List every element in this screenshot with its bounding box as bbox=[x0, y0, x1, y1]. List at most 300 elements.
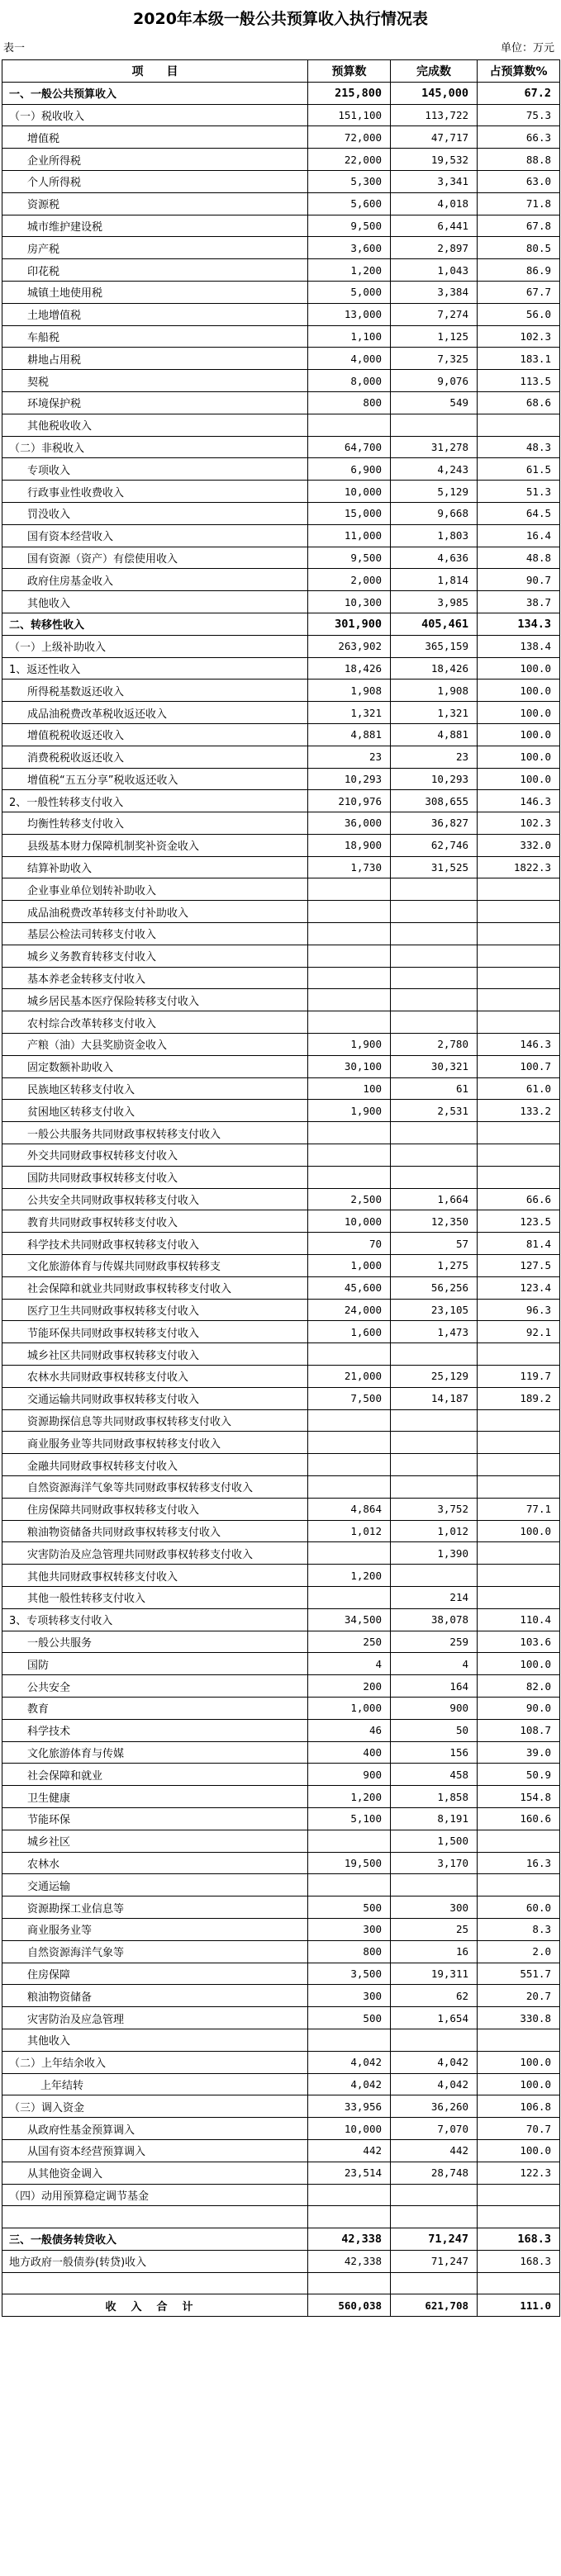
row-budget: 8,000 bbox=[308, 370, 391, 392]
row-budget: 70 bbox=[308, 1233, 391, 1255]
row-budget: 10,293 bbox=[308, 768, 391, 790]
row-budget: 4,864 bbox=[308, 1498, 391, 1520]
row-budget: 4,042 bbox=[308, 2051, 391, 2073]
row-pct: 20.7 bbox=[478, 1985, 560, 2007]
row-pct bbox=[478, 945, 560, 967]
row-actual: 7,070 bbox=[391, 2118, 478, 2140]
row-budget: 36,000 bbox=[308, 812, 391, 835]
table-row bbox=[2, 746, 560, 768]
row-budget: 64,700 bbox=[308, 436, 391, 458]
row-budget: 301,900 bbox=[308, 613, 391, 635]
table-row bbox=[2, 1409, 560, 1432]
row-actual: 164 bbox=[391, 1675, 478, 1698]
row-item-name: 增值税税收返还收入 bbox=[2, 723, 308, 746]
row-budget bbox=[308, 1409, 391, 1432]
row-budget: 4,042 bbox=[308, 2073, 391, 2095]
row-item-name: （二）非税收入 bbox=[2, 436, 308, 458]
row-actual: 1,858 bbox=[391, 1786, 478, 1808]
table-row bbox=[2, 1830, 560, 1852]
row-budget: 13,000 bbox=[308, 303, 391, 325]
row-actual: 19,532 bbox=[391, 149, 478, 171]
table-row bbox=[2, 702, 560, 724]
row-actual bbox=[391, 1144, 478, 1167]
table-row bbox=[2, 1343, 560, 1366]
row-budget: 1,200 bbox=[308, 1786, 391, 1808]
row-actual: 2,897 bbox=[391, 237, 478, 259]
row-actual bbox=[391, 901, 478, 923]
row-item-name: 城乡居民基本医疗保险转移支付收入 bbox=[2, 989, 308, 1011]
row-actual: 1,321 bbox=[391, 702, 478, 724]
row-actual: 300 bbox=[391, 1896, 478, 1919]
table-row bbox=[2, 2073, 560, 2095]
row-pct: 2.0 bbox=[478, 1940, 560, 1963]
row-budget: 22,000 bbox=[308, 149, 391, 171]
row-actual: 4,636 bbox=[391, 547, 478, 569]
row-item-name: 民族地区转移支付收入 bbox=[2, 1077, 308, 1100]
row-pct: 189.2 bbox=[478, 1387, 560, 1409]
row-pct: 100.0 bbox=[478, 2051, 560, 2073]
row-item-name: 车船税 bbox=[2, 325, 308, 348]
row-actual: 18,426 bbox=[391, 657, 478, 680]
row-actual: 3,384 bbox=[391, 281, 478, 303]
row-budget bbox=[308, 878, 391, 901]
row-pct: 102.3 bbox=[478, 812, 560, 835]
row-actual bbox=[391, 989, 478, 1011]
row-pct: 106.8 bbox=[478, 2095, 560, 2118]
row-budget: 5,300 bbox=[308, 170, 391, 192]
table-row bbox=[2, 1918, 560, 1940]
table-row bbox=[2, 1807, 560, 1830]
row-actual bbox=[391, 967, 478, 989]
row-budget bbox=[308, 1476, 391, 1499]
row-pct bbox=[478, 1011, 560, 1034]
row-budget: 10,300 bbox=[308, 591, 391, 613]
row-pct: 123.5 bbox=[478, 1210, 560, 1233]
row-actual bbox=[391, 1432, 478, 1454]
row-item-name: 金融共同财政事权转移支付收入 bbox=[2, 1454, 308, 1476]
row-pct: 1822.3 bbox=[478, 856, 560, 878]
row-item-name: 公共安全 bbox=[2, 1675, 308, 1698]
row-actual: 621,708 bbox=[391, 2294, 478, 2317]
row-pct bbox=[478, 1144, 560, 1167]
row-budget: 200 bbox=[308, 1675, 391, 1698]
row-actual: 16 bbox=[391, 1940, 478, 1963]
row-pct: 100.0 bbox=[478, 702, 560, 724]
row-budget: 1,908 bbox=[308, 680, 391, 702]
row-pct: 160.6 bbox=[478, 1807, 560, 1830]
row-pct: 111.0 bbox=[478, 2294, 560, 2317]
table-row bbox=[2, 945, 560, 967]
row-pct: 100.0 bbox=[478, 2139, 560, 2162]
row-budget: 3,600 bbox=[308, 237, 391, 259]
row-pct: 108.7 bbox=[478, 1719, 560, 1741]
table-row bbox=[2, 1520, 560, 1542]
row-item-name: 成品油税费改革转移支付补助收入 bbox=[2, 901, 308, 923]
row-pct: 168.3 bbox=[478, 2250, 560, 2272]
table-row bbox=[2, 2007, 560, 2029]
row-actual: 36,827 bbox=[391, 812, 478, 835]
row-budget: 100 bbox=[308, 1077, 391, 1100]
row-item-name: 从政府性基金预算调入 bbox=[2, 2118, 308, 2140]
row-budget bbox=[308, 1122, 391, 1144]
row-budget: 500 bbox=[308, 2007, 391, 2029]
table-row bbox=[2, 1077, 560, 1100]
row-pct: 100.0 bbox=[478, 2073, 560, 2095]
row-budget: 250 bbox=[308, 1631, 391, 1653]
row-item-name: 环境保护税 bbox=[2, 391, 308, 414]
table-row bbox=[2, 370, 560, 392]
row-pct bbox=[478, 2272, 560, 2294]
table-row bbox=[2, 1565, 560, 1587]
row-actual: 2,780 bbox=[391, 1034, 478, 1056]
row-pct: 96.3 bbox=[478, 1299, 560, 1321]
row-pct: 100.0 bbox=[478, 680, 560, 702]
row-item-name: 基本养老金转移支付收入 bbox=[2, 967, 308, 989]
row-item-name: 商业服务业等 bbox=[2, 1918, 308, 1940]
row-pct: 48.8 bbox=[478, 547, 560, 569]
row-actual: 12,350 bbox=[391, 1210, 478, 1233]
row-pct bbox=[478, 901, 560, 923]
header-budget: 预算数 bbox=[308, 60, 391, 83]
row-pct: 154.8 bbox=[478, 1786, 560, 1808]
row-budget: 5,600 bbox=[308, 192, 391, 215]
table-row bbox=[2, 2162, 560, 2184]
table-row bbox=[2, 1233, 560, 1255]
row-item-name: 商业服务业等共同财政事权转移支付收入 bbox=[2, 1432, 308, 1454]
row-pct bbox=[478, 2029, 560, 2051]
row-item-name: 房产税 bbox=[2, 237, 308, 259]
row-pct: 60.0 bbox=[478, 1896, 560, 1919]
row-budget: 18,426 bbox=[308, 657, 391, 680]
row-budget: 4,000 bbox=[308, 348, 391, 370]
row-pct bbox=[478, 1409, 560, 1432]
row-item-name: 粮油物资储备共同财政事权转移支付收入 bbox=[2, 1520, 308, 1542]
table-row bbox=[2, 856, 560, 878]
table-row bbox=[2, 170, 560, 192]
table-row bbox=[2, 1653, 560, 1675]
row-item-name: （一）税收收入 bbox=[2, 104, 308, 126]
row-actual: 1,473 bbox=[391, 1321, 478, 1343]
table-row bbox=[2, 1188, 560, 1210]
row-actual: 30,321 bbox=[391, 1055, 478, 1077]
table-row bbox=[2, 502, 560, 524]
row-item-name: 2、一般性转移支付收入 bbox=[2, 790, 308, 812]
row-pct: 146.3 bbox=[478, 790, 560, 812]
row-item-name: 资源税 bbox=[2, 192, 308, 215]
row-budget: 300 bbox=[308, 1985, 391, 2007]
row-actual: 1,125 bbox=[391, 325, 478, 348]
table-row bbox=[2, 281, 560, 303]
table-row bbox=[2, 1387, 560, 1409]
row-pct: 75.3 bbox=[478, 104, 560, 126]
row-budget: 900 bbox=[308, 1764, 391, 1786]
row-pct: 61.5 bbox=[478, 458, 560, 481]
row-pct: 67.7 bbox=[478, 281, 560, 303]
row-pct: 68.6 bbox=[478, 391, 560, 414]
row-pct bbox=[478, 1122, 560, 1144]
row-item-name: （四）动用预算稳定调节基金 bbox=[2, 2184, 308, 2206]
row-budget: 1,900 bbox=[308, 1100, 391, 1122]
table-row bbox=[2, 1166, 560, 1188]
table-row bbox=[2, 1542, 560, 1565]
row-budget: 45,600 bbox=[308, 1276, 391, 1299]
row-actual: 4 bbox=[391, 1653, 478, 1675]
row-item-name: 增值税“五五分享”税收返还收入 bbox=[2, 768, 308, 790]
row-pct bbox=[478, 967, 560, 989]
row-actual: 1,654 bbox=[391, 2007, 478, 2029]
row-item-name: 社会保障和就业 bbox=[2, 1764, 308, 1786]
row-pct bbox=[478, 2184, 560, 2206]
row-actual: 47,717 bbox=[391, 126, 478, 149]
row-budget: 30,100 bbox=[308, 1055, 391, 1077]
row-pct: 113.5 bbox=[478, 370, 560, 392]
row-item-name: 卫生健康 bbox=[2, 1786, 308, 1808]
row-budget bbox=[308, 901, 391, 923]
table-row bbox=[2, 325, 560, 348]
row-item-name bbox=[2, 2272, 308, 2294]
table-header-row bbox=[2, 60, 560, 83]
row-actual: 25 bbox=[391, 1918, 478, 1940]
row-actual: 4,243 bbox=[391, 458, 478, 481]
row-pct bbox=[478, 989, 560, 1011]
row-item-name: 公共安全共同财政事权转移支付收入 bbox=[2, 1188, 308, 1210]
table-row bbox=[2, 436, 560, 458]
row-actual: 4,042 bbox=[391, 2073, 478, 2095]
row-actual: 38,078 bbox=[391, 1608, 478, 1631]
row-actual: 9,076 bbox=[391, 370, 478, 392]
row-actual bbox=[391, 1343, 478, 1366]
row-pct: 330.8 bbox=[478, 2007, 560, 2029]
row-pct: 64.5 bbox=[478, 502, 560, 524]
row-item-name: 国有资源（资产）有偿使用收入 bbox=[2, 547, 308, 569]
row-actual bbox=[391, 1122, 478, 1144]
row-item-name: 灾害防治及应急管理 bbox=[2, 2007, 308, 2029]
row-pct: 8.3 bbox=[478, 1918, 560, 1940]
row-actual: 145,000 bbox=[391, 82, 478, 104]
row-item-name: 节能环保 bbox=[2, 1807, 308, 1830]
row-pct: 61.0 bbox=[478, 1077, 560, 1100]
row-actual: 31,525 bbox=[391, 856, 478, 878]
row-item-name: 城乡社区共同财政事权转移支付收入 bbox=[2, 1343, 308, 1366]
row-pct: 133.2 bbox=[478, 1100, 560, 1122]
row-item-name: 教育 bbox=[2, 1697, 308, 1719]
unit-label: 单位：万元 bbox=[500, 42, 554, 54]
row-pct: 77.1 bbox=[478, 1498, 560, 1520]
row-actual: 4,042 bbox=[391, 2051, 478, 2073]
row-actual: 25,129 bbox=[391, 1366, 478, 1388]
row-item-name: 二、转移性收入 bbox=[2, 613, 308, 635]
row-budget bbox=[308, 1830, 391, 1852]
table-row bbox=[2, 2095, 560, 2118]
row-item-name: 住房保障共同财政事权转移支付收入 bbox=[2, 1498, 308, 1520]
table-row bbox=[2, 613, 560, 635]
row-budget: 6,900 bbox=[308, 458, 391, 481]
row-budget bbox=[308, 967, 391, 989]
row-actual: 71,247 bbox=[391, 2250, 478, 2272]
row-pct bbox=[478, 1542, 560, 1565]
table-row bbox=[2, 2250, 560, 2272]
row-pct bbox=[478, 1565, 560, 1587]
row-pct: 50.9 bbox=[478, 1764, 560, 1786]
table-row bbox=[2, 1276, 560, 1299]
row-actual bbox=[391, 1166, 478, 1188]
row-item-name: 从其他资金调入 bbox=[2, 2162, 308, 2184]
total-row bbox=[2, 2294, 560, 2317]
revenue-table bbox=[2, 59, 560, 2317]
table-row bbox=[2, 657, 560, 680]
row-budget: 1,200 bbox=[308, 259, 391, 282]
row-item-name: 自然资源海洋气象等 bbox=[2, 1940, 308, 1963]
row-budget: 300 bbox=[308, 1918, 391, 1940]
row-actual: 6,441 bbox=[391, 215, 478, 237]
row-budget: 1,900 bbox=[308, 1034, 391, 1056]
row-item-name: 行政事业性收费收入 bbox=[2, 481, 308, 503]
row-budget: 2,000 bbox=[308, 569, 391, 591]
row-budget bbox=[308, 923, 391, 945]
row-actual: 405,461 bbox=[391, 613, 478, 635]
table-row bbox=[2, 1586, 560, 1608]
row-budget: 42,338 bbox=[308, 2228, 391, 2251]
row-budget bbox=[308, 2184, 391, 2206]
row-budget: 1,100 bbox=[308, 325, 391, 348]
row-item-name: 农村综合改革转移支付收入 bbox=[2, 1011, 308, 1034]
row-budget: 210,976 bbox=[308, 790, 391, 812]
row-pct: 183.1 bbox=[478, 348, 560, 370]
row-item-name: 从国有资本经营预算调入 bbox=[2, 2139, 308, 2162]
row-actual: 458 bbox=[391, 1764, 478, 1786]
row-pct: 103.6 bbox=[478, 1631, 560, 1653]
row-actual bbox=[391, 2272, 478, 2294]
table-row bbox=[2, 967, 560, 989]
row-budget bbox=[308, 2272, 391, 2294]
row-pct: 119.7 bbox=[478, 1366, 560, 1388]
table-row bbox=[2, 635, 560, 657]
row-budget: 800 bbox=[308, 391, 391, 414]
row-actual: 3,752 bbox=[391, 1498, 478, 1520]
header-pct: 占预算数% bbox=[478, 60, 560, 83]
table-row bbox=[2, 1764, 560, 1786]
row-pct: 67.2 bbox=[478, 82, 560, 104]
row-item-name: 消费税税收返还收入 bbox=[2, 746, 308, 768]
table-row bbox=[2, 1963, 560, 1985]
row-budget: 4,881 bbox=[308, 723, 391, 746]
table-row bbox=[2, 1299, 560, 1321]
row-item-name: 三、一般债务转贷收入 bbox=[2, 2228, 308, 2251]
table-row bbox=[2, 1210, 560, 1233]
row-budget: 23,514 bbox=[308, 2162, 391, 2184]
row-budget: 33,956 bbox=[308, 2095, 391, 2118]
row-actual: 50 bbox=[391, 1719, 478, 1741]
row-pct: 71.8 bbox=[478, 192, 560, 215]
header-actual: 完成数 bbox=[391, 60, 478, 83]
row-actual bbox=[391, 1454, 478, 1476]
row-pct: 102.3 bbox=[478, 325, 560, 348]
table-row bbox=[2, 1476, 560, 1499]
table-row bbox=[2, 878, 560, 901]
row-actual: 23,105 bbox=[391, 1299, 478, 1321]
row-item-name: 地方政府一般债券(转贷)收入 bbox=[2, 2250, 308, 2272]
table-row bbox=[2, 1741, 560, 1764]
row-budget: 1,730 bbox=[308, 856, 391, 878]
table-row bbox=[2, 1454, 560, 1476]
row-actual bbox=[391, 1874, 478, 1896]
row-item-name: 政府住房基金收入 bbox=[2, 569, 308, 591]
table-row bbox=[2, 1719, 560, 1741]
row-pct: 63.0 bbox=[478, 170, 560, 192]
table-row bbox=[2, 1786, 560, 1808]
row-actual bbox=[391, 2184, 478, 2206]
row-item-name: 自然资源海洋气象等共同财政事权转移支付收入 bbox=[2, 1476, 308, 1499]
table-row bbox=[2, 2272, 560, 2294]
row-budget: 23 bbox=[308, 746, 391, 768]
row-pct: 92.1 bbox=[478, 1321, 560, 1343]
row-actual: 8,191 bbox=[391, 1807, 478, 1830]
row-pct bbox=[478, 923, 560, 945]
table-row bbox=[2, 458, 560, 481]
row-budget bbox=[308, 1144, 391, 1167]
table-row bbox=[2, 303, 560, 325]
row-actual: 9,668 bbox=[391, 502, 478, 524]
table-row bbox=[2, 1697, 560, 1719]
row-item-name: 土地增值税 bbox=[2, 303, 308, 325]
row-pct: 86.9 bbox=[478, 259, 560, 282]
row-actual: 14,187 bbox=[391, 1387, 478, 1409]
row-item-name: 契税 bbox=[2, 370, 308, 392]
row-item-name: 社会保障和就业共同财政事权转移支付收入 bbox=[2, 1276, 308, 1299]
row-actual: 1,275 bbox=[391, 1255, 478, 1277]
row-actual: 900 bbox=[391, 1697, 478, 1719]
table-row bbox=[2, 923, 560, 945]
table-row bbox=[2, 547, 560, 569]
row-actual: 71,247 bbox=[391, 2228, 478, 2251]
table-row bbox=[2, 1675, 560, 1698]
row-item-name: 增值税 bbox=[2, 126, 308, 149]
row-actual bbox=[391, 1409, 478, 1432]
row-actual bbox=[391, 2029, 478, 2051]
row-budget: 46 bbox=[308, 1719, 391, 1741]
table-row bbox=[2, 1321, 560, 1343]
row-pct: 122.3 bbox=[478, 2162, 560, 2184]
row-budget: 800 bbox=[308, 1940, 391, 1963]
row-actual: 3,985 bbox=[391, 591, 478, 613]
row-actual bbox=[391, 1476, 478, 1499]
table-row bbox=[2, 1055, 560, 1077]
row-actual: 1,390 bbox=[391, 1542, 478, 1565]
table-id: 表一 bbox=[3, 42, 26, 54]
row-item-name: （二）上年结余收入 bbox=[2, 2051, 308, 2073]
table-row bbox=[2, 834, 560, 856]
row-item-name: 固定数额补助收入 bbox=[2, 1055, 308, 1077]
row-budget: 10,000 bbox=[308, 1210, 391, 1233]
row-actual: 57 bbox=[391, 1233, 478, 1255]
row-actual: 2,531 bbox=[391, 1100, 478, 1122]
row-budget bbox=[308, 1454, 391, 1476]
row-item-name: 县级基本财力保障机制奖补资金收入 bbox=[2, 834, 308, 856]
table-row bbox=[2, 126, 560, 149]
row-item-name: 交通运输 bbox=[2, 1874, 308, 1896]
row-pct: 100.7 bbox=[478, 1055, 560, 1077]
row-pct: 48.3 bbox=[478, 436, 560, 458]
row-actual: 442 bbox=[391, 2139, 478, 2162]
row-pct: 51.3 bbox=[478, 481, 560, 503]
table-row bbox=[2, 237, 560, 259]
table-row bbox=[2, 1100, 560, 1122]
table-row bbox=[2, 768, 560, 790]
row-actual: 1,814 bbox=[391, 569, 478, 591]
table-row bbox=[2, 1144, 560, 1167]
row-budget: 263,902 bbox=[308, 635, 391, 657]
row-pct: 80.5 bbox=[478, 237, 560, 259]
